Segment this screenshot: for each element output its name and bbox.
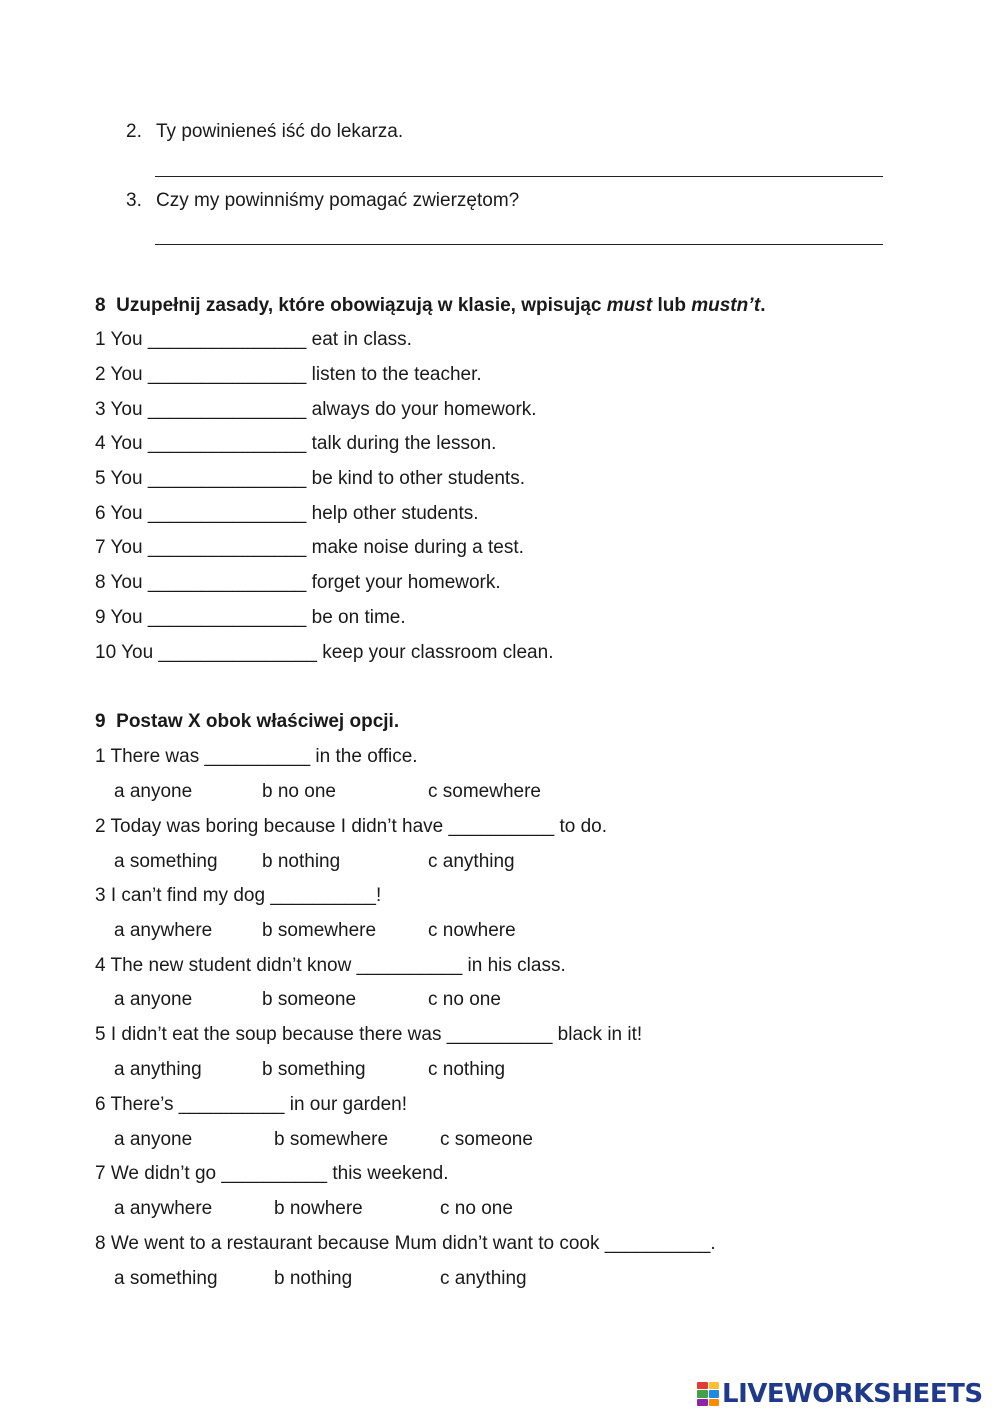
exercise-9-q7-option-c[interactable]: c no one <box>440 1198 513 1219</box>
exercise-8-item-10[interactable]: 10 You _______________ keep your classroom clean. <box>95 642 554 663</box>
liveworksheets-logo-text: LIVEWORKSHEETS <box>722 1379 983 1409</box>
exercise-9-q1-option-a[interactable]: a anyone <box>114 781 193 802</box>
logo-mark-cell <box>709 1390 720 1397</box>
translation-item-2-number: 2. <box>126 121 142 142</box>
exercise-9-q1-option-b[interactable]: b no one <box>262 781 336 802</box>
exercise-9-q6-option-b[interactable]: b somewhere <box>274 1129 389 1150</box>
answer-line-2[interactable] <box>155 176 883 177</box>
exercise-9-question-2: 2 Today was boring because I didn’t have __________ to do. <box>95 816 607 837</box>
exercise-9-instruction: Postaw X obok właściwej opcji. <box>116 711 400 732</box>
translation-item-3-number: 3. <box>126 190 142 211</box>
exercise-9-number: 9 <box>95 711 106 732</box>
exercise-8-item-4[interactable]: 4 You _______________ talk during the lesson. <box>95 433 497 454</box>
exercise-9-q7-option-a[interactable]: a anywhere <box>114 1198 213 1219</box>
answer-line-3[interactable] <box>155 244 883 245</box>
exercise-9-q5-option-c[interactable]: c nothing <box>428 1059 506 1080</box>
exercise-9-question-5: 5 I didn’t eat the soup because there was __________ black in it! <box>95 1024 643 1045</box>
exercise-8-word-mustnt: mustn’t <box>691 295 761 316</box>
exercise-9-q8-option-c[interactable]: c anything <box>440 1268 527 1289</box>
logo-mark-cell <box>697 1382 708 1389</box>
exercise-9-q4-option-b[interactable]: b someone <box>262 989 357 1010</box>
exercise-9-question-3: 3 I can’t find my dog __________! <box>95 885 382 906</box>
logo-mark-cell <box>697 1399 708 1406</box>
exercise-9-heading <box>95 711 399 733</box>
exercise-8-item-1[interactable]: 1 You _______________ eat in class. <box>95 329 412 350</box>
exercise-8-item-7[interactable]: 7 You _______________ make noise during a test. <box>95 537 524 558</box>
exercise-9-q5-option-b[interactable]: b something <box>262 1059 366 1080</box>
exercise-8-connector: lub <box>652 295 692 316</box>
exercise-8-heading <box>95 295 765 317</box>
exercise-9-q5-option-a[interactable]: a anything <box>114 1059 202 1080</box>
exercise-9-q4-option-c[interactable]: c no one <box>428 989 501 1010</box>
exercise-9-q3-option-b[interactable]: b somewhere <box>262 920 377 941</box>
exercise-9-q4-option-a[interactable]: a anyone <box>114 989 193 1010</box>
exercise-8-instruction: Uzupełnij zasady, które obowiązują w klasie, wpisując <box>116 295 607 316</box>
exercise-9-q3-option-a[interactable]: a anywhere <box>114 920 213 941</box>
exercise-9-q7-option-b[interactable]: b nowhere <box>274 1198 363 1219</box>
exercise-8-item-9[interactable]: 9 You _______________ be on time. <box>95 607 406 628</box>
exercise-8-number: 8 <box>95 295 106 316</box>
logo-mark-cell <box>697 1390 708 1397</box>
logo-mark-cell <box>709 1382 720 1389</box>
exercise-8-item-3[interactable]: 3 You _______________ always do your homework. <box>95 399 537 420</box>
exercise-8-item-6[interactable]: 6 You _______________ help other students. <box>95 503 479 524</box>
exercise-9-q2-option-c[interactable]: c anything <box>428 851 515 872</box>
liveworksheets-mark-icon <box>697 1382 719 1406</box>
exercise-8-period: . <box>760 295 766 316</box>
exercise-9-q2-option-a[interactable]: a something <box>114 851 218 872</box>
exercise-8-item-8[interactable]: 8 You _______________ forget your homework. <box>95 572 501 593</box>
translation-item-2-text: Ty powinieneś iść do lekarza. <box>156 121 404 142</box>
exercise-9-question-7: 7 We didn’t go __________ this weekend. <box>95 1163 449 1184</box>
translation-item-3-text: Czy my powinniśmy pomagać zwierzętom? <box>156 190 520 211</box>
exercise-9-q1-option-c[interactable]: c somewhere <box>428 781 541 802</box>
exercise-9-question-1: 1 There was __________ in the office. <box>95 746 418 767</box>
exercise-9-question-8: 8 We went to a restaurant because Mum didn’t want to cook __________. <box>95 1233 716 1254</box>
exercise-9-q6-option-a[interactable]: a anyone <box>114 1129 193 1150</box>
exercise-8-item-2[interactable]: 2 You _______________ listen to the teacher. <box>95 364 482 385</box>
exercise-8-word-must: must <box>606 295 653 316</box>
exercise-9-q3-option-c[interactable]: c nowhere <box>428 920 516 941</box>
liveworksheets-logo[interactable] <box>697 1378 983 1410</box>
exercise-9-q8-option-a[interactable]: a something <box>114 1268 218 1289</box>
exercise-9-q8-option-b[interactable]: b nothing <box>274 1268 353 1289</box>
exercise-9-question-4: 4 The new student didn’t know __________ in his class. <box>95 955 566 976</box>
exercise-8-item-5[interactable]: 5 You _______________ be kind to other students. <box>95 468 525 489</box>
exercise-9-q2-option-b[interactable]: b nothing <box>262 851 341 872</box>
exercise-9-q6-option-c[interactable]: c someone <box>440 1129 533 1150</box>
logo-mark-cell <box>709 1399 720 1406</box>
exercise-9-question-6: 6 There’s __________ in our garden! <box>95 1094 407 1115</box>
